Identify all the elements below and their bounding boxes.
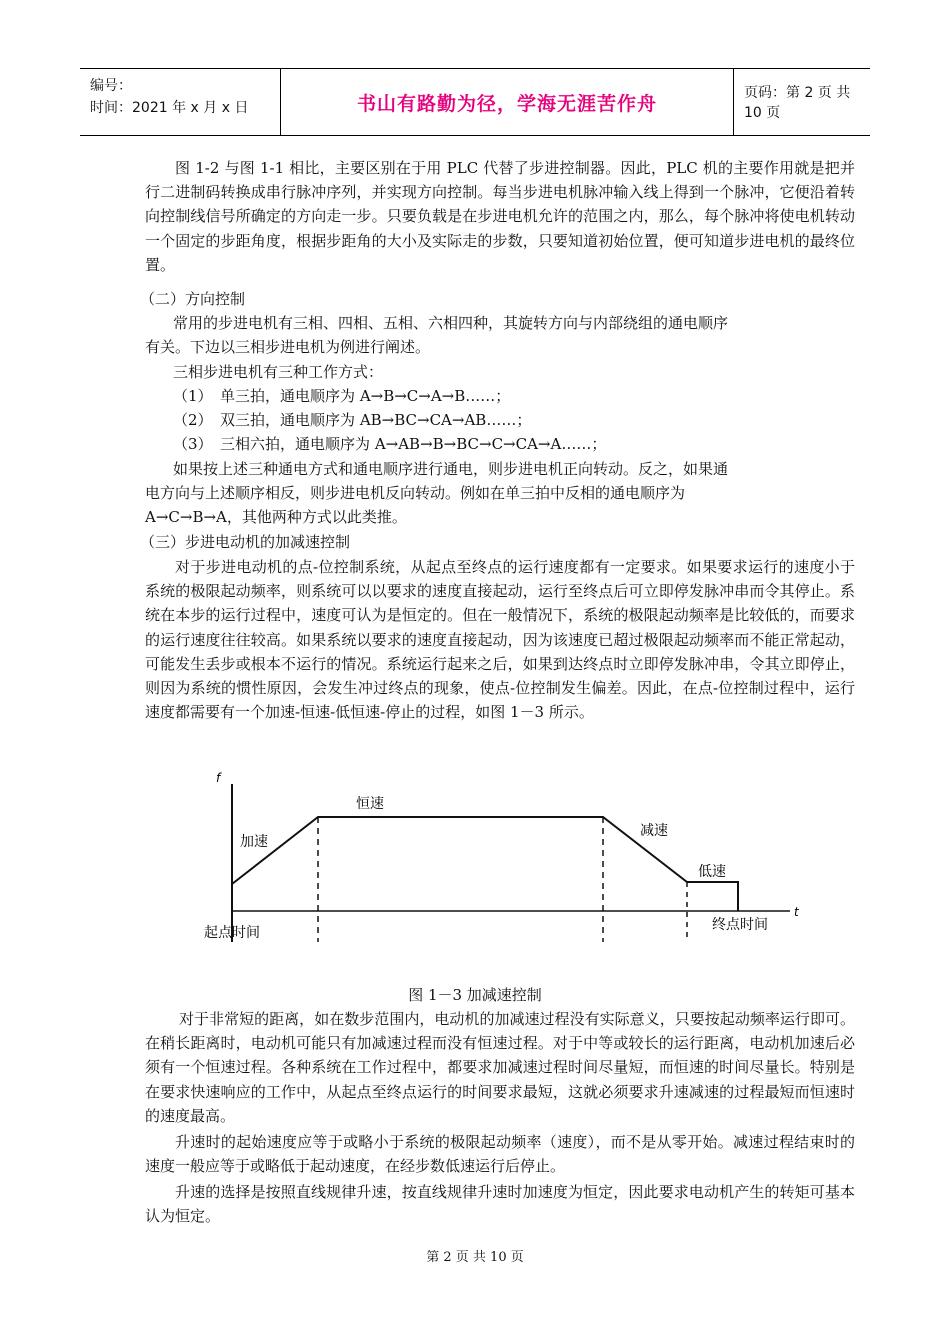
paragraph-point-control: 对于步进电动机的点-位控制系统，从起点至终点的运行速度都有一定要求。如果要求运行的速度小于系统的极限起动频率，则系统可以以要求的速度直接起动，运行至终点后可立即停发脉冲串而令其停止。系统在本步的运行过程中，速度可认为是恒定的。但在一般情况下，系统的极限起动频率是比较低的，而要求的运行速度往往较高。如果系统以要求的速度直接起动，因为该速度已超过极限起动频率而不能正常起动，可能发生丢步或根本不运行的情况。系统运行起来之后，如果到达终点时立即停发脉冲串，令其立即停止，则因为系统的惯性原因，会发生冲过终点的现象，使点-位控制发生偏差。因此，在点-位控制过程中，运行速度都需要有一个加速-恒速-低恒速-停止的过程，如图 1－3 所示。 bbox=[145, 558, 855, 722]
page-footer: 第 2 页 共 10 页 bbox=[426, 1250, 524, 1265]
label-accel: 加速 bbox=[240, 834, 268, 850]
paragraph-start-speed: 升速时的起始速度应等于或略小于系统的极限起动频率（速度），而不是从零开始。减速过程结束时的速度一般应等于或略低于起动速度，在经步数低速运行后停止。 bbox=[145, 1133, 855, 1176]
label-low: 低速 bbox=[698, 864, 726, 880]
direction-line-3: 三相步进电机有三种工作方式： bbox=[173, 363, 384, 381]
label-const: 恒速 bbox=[356, 796, 384, 812]
header-meta bbox=[80, 69, 280, 135]
section-title-accel: （三）步进电动机的加减速控制 bbox=[140, 533, 351, 551]
page-header bbox=[80, 68, 870, 136]
paragraph-plc-role: 图 1-2 与图 1-1 相比，主要区别在于用 PLC 代替了步进控制器。因此，PLC 机的主要作用就是把并行二进制码转换成串行脉冲序列，并实现方向控制。每当步进电机脉冲输入线上得到一个脉冲，它便沿着转向控制线信号所确定的方向走一步。只要负载是在步进电机允许的范围之内，那么，每个脉冲将使电机转动一个固定的步距角度，根据步距角的大小及实际走的步数，只要知道初始位置，便可知道步进电机的最终位置。 bbox=[145, 159, 855, 274]
figure-caption: 图 1－3 加减速控制 bbox=[408, 986, 542, 1004]
paragraph-linear-accel: 升速的选择是按照直线规律升速，按直线规律升速时加速度为恒定，因此要求电动机产生的转矩可基本认为恒定。 bbox=[145, 1183, 855, 1226]
section-title-direction: （二）方向控制 bbox=[140, 290, 246, 308]
x-axis-label: t bbox=[794, 905, 799, 919]
doc-time-label: 时间：2021 年 x 月 x 日 bbox=[90, 100, 249, 116]
direction-line-1: 常用的步进电机有三相、四相、五相、六相四种，其旋转方向与内部绕组的通电顺序 bbox=[173, 314, 729, 332]
accel-decel-figure bbox=[190, 758, 810, 968]
label-decel: 减速 bbox=[640, 823, 668, 839]
header-page-info: 页码：第 2 页 共 10 页 bbox=[744, 85, 851, 121]
paragraph-short-distance: 对于非常短的距离，如在数步范围内，电动机的加减速过程没有实际意义，只要按起动频率运行即可。在稍长距离时，电动机可能只有加减速过程而没有恒速过程。对于中等或较长的运行距离，电动机加速后必须有一个恒速过程。各种系统在工作过程中，都要求加减速过程时间尽量短，而恒速的时间尽量长。特别是在要求快速响应的工作中，从起点至终点运行的时间要求最短，这就必须要求升速减速的过程最短而恒速时的速度最高。 bbox=[145, 1010, 855, 1125]
direction-line-5: 电方向与上述顺序相反，则步进电机反向转动。例如在单三拍中反相的通电顺序为 bbox=[145, 484, 686, 502]
direction-line-2: 有关。下边以三相步进电机为例进行阐述。 bbox=[145, 338, 431, 356]
mode-1: （1） 单三拍，通电顺序为 A→B→C→A→B……； bbox=[173, 387, 511, 405]
doc-number-label: 编号： bbox=[90, 78, 132, 94]
mode-2: （2） 双三拍，通电顺序为 AB→BC→CA→AB……； bbox=[173, 411, 532, 429]
mode-3: （3） 三相六拍，通电顺序为 A→AB→B→BC→C→CA→A……； bbox=[173, 435, 607, 453]
y-axis-label: f bbox=[216, 771, 221, 785]
label-start-time: 起点时间 bbox=[204, 925, 260, 941]
header-motto: 书山有路勤为径，学海无涯苦作舟 bbox=[356, 92, 657, 115]
direction-line-6: A→C→B→A，其他两种方式以此类推。 bbox=[145, 508, 407, 526]
label-end-time: 终点时间 bbox=[712, 917, 768, 933]
direction-line-4: 如果按上述三种通电方式和通电顺序进行通电，则步进电机正向转动。反之，如果通 bbox=[173, 460, 729, 478]
header-motto-cell bbox=[280, 69, 734, 135]
